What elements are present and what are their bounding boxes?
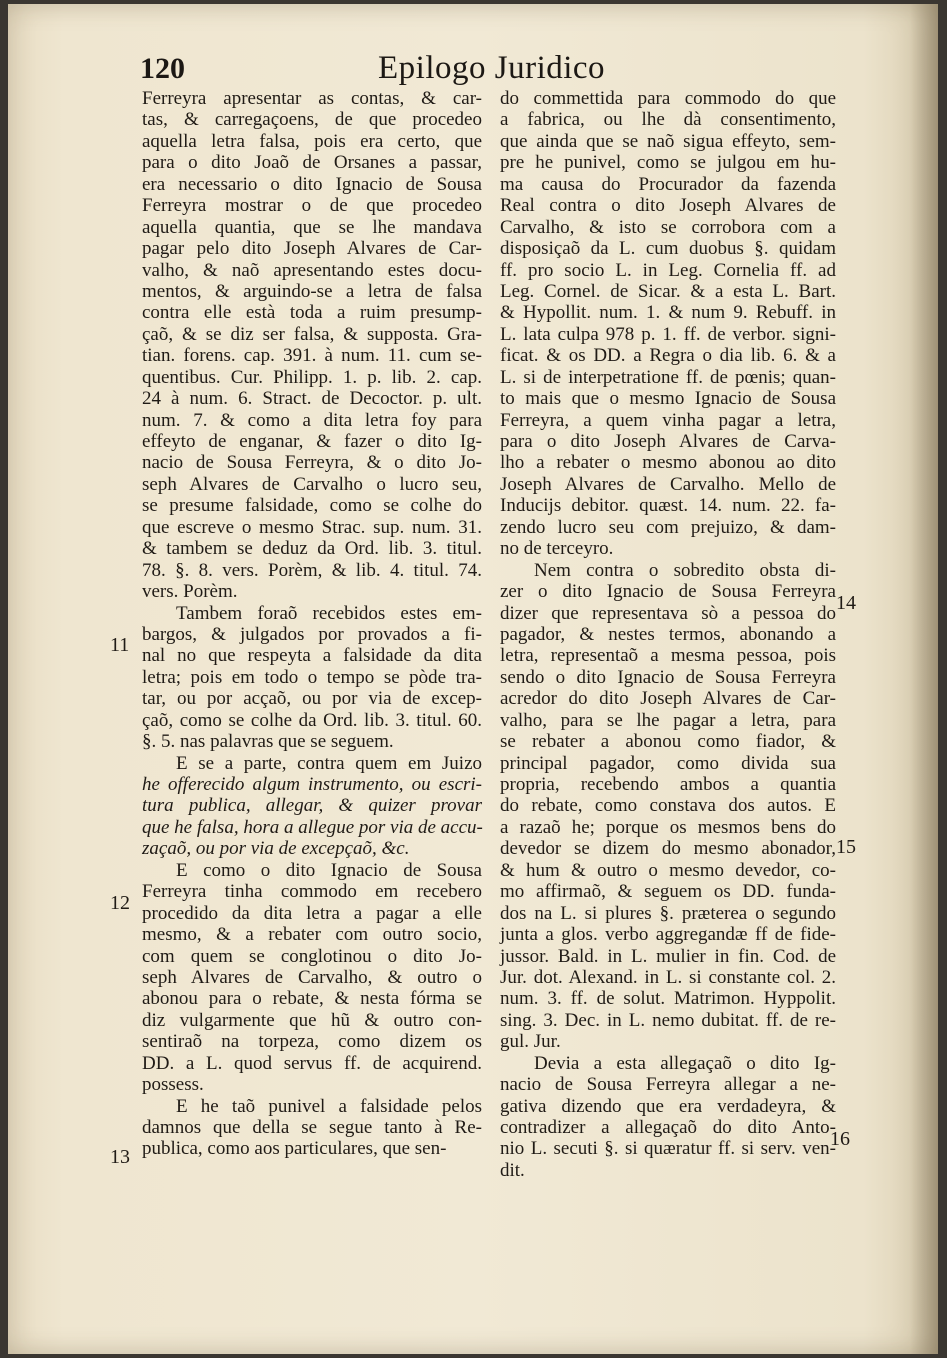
text-line: he offerecido algum instrumento, ou escri- [142, 774, 482, 795]
text-line: gul. Jur. [500, 1031, 561, 1053]
text-line: devedor se dizem do mesmo abonador, [500, 838, 836, 860]
text-line: propria, recebendo ambos a quantia [500, 774, 836, 795]
text-line: Ferreyra mostrar o de que procedeo [142, 195, 482, 217]
text-line: tas, & carregaçoens, de que procedeo [142, 109, 482, 131]
text-line: E se a parte, contra quem em Juizo [176, 752, 482, 774]
text-line: era necessario o dito Ignacio de Sousa [142, 173, 482, 195]
text-line: acredor do dito Joseph Alvares de Car- [500, 688, 836, 710]
text-line: Real contra o dito Joseph Alvares de [500, 195, 836, 217]
text-line: a razaõ he; porque os mesmos bens do [500, 816, 836, 838]
text-line: DD. a L. quod servus ff. de acquirend. [142, 1052, 482, 1074]
text-line: nio L. secuti §. si quæratur ff. si serv. ven- [500, 1138, 836, 1160]
text-line: procedido da dita letra a pagar a elle [142, 902, 482, 924]
text-line: Ferreyra tinha commodo em recebero [142, 881, 482, 903]
text-line: aquella letra falsa, pois era certo, que [142, 130, 482, 152]
text-line: diz vulgarmente que hũ & outro con- [142, 1009, 482, 1031]
text-line: valho, & naõ apresentando estes docu- [142, 259, 482, 281]
text-line: ficat. & os DD. a Regra o dia lib. 6. & a [500, 345, 836, 367]
text-line: contradizer a allegaçaõ do dito Anto- [500, 1117, 836, 1138]
text-line: pagar pelo dito Joseph Alvares de Car- [142, 238, 482, 260]
text-line: letra; pois em todo o tempo se pòde tra- [142, 666, 482, 688]
text-line: para o dito Joseph Alvares de Carva- [500, 431, 836, 452]
text-line: zendo lucro seu com prejuizo, & dam- [500, 516, 836, 538]
text-line: 78. §. 8. vers. Porèm, & lib. 4. titul. 74. [142, 559, 482, 581]
text-line: jussor. Bald. in L. mulier in fin. Cod. de [500, 945, 836, 967]
text-line: Nem contra o sobredito obsta di- [534, 559, 836, 581]
text-line: pagador, & nestes termos, abonando a [500, 623, 836, 645]
text-line: bargos, & julgados por provados a fi- [142, 623, 482, 645]
text-line: sentiraõ na torpeza, como dizem os [142, 1031, 482, 1053]
text-line: publica, como aos particulares, que sen- [142, 1138, 447, 1160]
text-line: se presume falsidade, como se colhe do [142, 495, 482, 517]
paragraph-number: 13 [110, 1146, 130, 1168]
text-line: aquella quantia, que se lhe mandava [142, 216, 482, 238]
text-line: tar, ou por acçaõ, ou por via de excep- [142, 688, 482, 710]
text-line: vers. Porèm. [142, 581, 238, 603]
text-line: & tambem se deduz da Ord. lib. 3. titul. [142, 538, 482, 560]
text-line: Jur. dot. Alexand. in L. si constante col. 2. [500, 966, 836, 988]
text-line: com quem se conglotinou o dito Jo- [142, 945, 482, 967]
text-line: quentibus. Cur. Philipp. 1. p. lib. 2. cap. [142, 366, 482, 388]
paragraph-number: 12 [110, 892, 130, 914]
text-line: Joseph Alvares de Carvalho. Mello de [500, 473, 836, 495]
text-line: to mais que o mesmo Ignacio de Sousa [500, 388, 836, 410]
text-line: valho, para se lhe pagar a letra, para [500, 709, 836, 731]
text-line: disposiçaõ da L. cum duobus §. quidam [500, 238, 836, 260]
paragraph-number: 15 [836, 836, 856, 858]
text-line: dizer que representava sò a pessoa do [500, 602, 836, 624]
text-line: sing. 3. Dec. in L. nemo dubitat. ff. de re- [500, 1009, 836, 1031]
paragraph-number: 16 [830, 1128, 850, 1150]
text-line: tura publica, allegar, & quizer provar [142, 795, 482, 817]
text-line: damnos que della se segue tanto à Re- [142, 1117, 482, 1138]
text-line: lho a rebater o mesmo abonou ao dito [500, 452, 836, 474]
page-header [140, 52, 610, 92]
text-line: tian. forens. cap. 391. à num. 11. cum se- [142, 345, 482, 367]
page-edge-shadow [910, 4, 938, 1354]
text-line: abonou para o rebate, & nesta fórma se [142, 988, 482, 1010]
text-line: do rebate, como constava dos autos. E [500, 795, 836, 817]
text-line: Ferreyra, a quem vinha pagar a letra, [500, 409, 836, 431]
text-line: ma causa do Procurador da fazenda [500, 173, 836, 195]
left-text-column [142, 88, 482, 1160]
right-text-column [500, 88, 836, 1181]
text-line: seph Alvares de Carvalho, & outro o [142, 966, 482, 988]
text-line: mesmo, & a rebater com outro socio, [142, 924, 482, 946]
page-number: 120 [140, 52, 185, 85]
text-line: do commettida para commodo do que [500, 88, 836, 109]
text-line: letra, representaõ a mesma pessoa, pois [500, 645, 836, 667]
text-line: effeyto de enganar, & fazer o dito Ig- [142, 431, 482, 452]
text-line: Leg. Cornel. de Sicar. & a esta L. Bart. [500, 280, 836, 302]
text-line: a fabrica, ou lhe dà consentimento, [500, 109, 836, 131]
text-line: zaçaõ, ou por via de excepçaõ, &c. [142, 838, 410, 860]
paragraph-number: 11 [110, 634, 130, 656]
text-line: que he falsa, hora a allegue por via de accu- [142, 816, 483, 838]
text-line: mo affirmaõ, & seguem os DD. funda- [500, 881, 836, 903]
text-line: possess. [142, 1074, 204, 1096]
text-line: pre he punivel, como se julgou em hu- [500, 152, 836, 174]
text-line: E como o dito Ignacio de Sousa [176, 859, 482, 881]
text-line: nal no que respeyta a falsidade da dita [142, 645, 482, 667]
text-line: que ainda que se naõ sigua effeyto, sem- [500, 130, 836, 152]
text-line: ff. pro socio L. in Leg. Cornelia ff. ad [500, 259, 836, 281]
text-line: dit. [500, 1159, 525, 1181]
text-line: Ferreyra apresentar as contas, & car- [142, 88, 482, 109]
text-line: no de terceyro. [500, 538, 614, 560]
text-line: 24 à num. 6. Stract. de Decoctor. p. ult. [142, 388, 482, 410]
text-line: junta a glos. verbo aggregandæ ff de fide- [500, 924, 836, 946]
text-line: dos na L. si plures §. præterea o segundo [500, 902, 836, 924]
paragraph-number: 14 [836, 592, 856, 614]
running-title: Epilogo Juridico [378, 50, 606, 86]
text-line: que escreve o mesmo Strac. sup. num. 31. [142, 516, 482, 538]
text-line: zer o dito Ignacio de Sousa Ferreyra [500, 581, 836, 603]
text-line: num. 3. ff. de solut. Matrimon. Hyppolit. [500, 988, 836, 1010]
text-line: seph Alvares de Carvalho o lucro seu, [142, 473, 482, 495]
text-line: §. 5. nas palavras que se seguem. [142, 731, 394, 753]
text-line: nacio de Sousa Ferreyra allegar a ne- [500, 1074, 836, 1096]
text-line: gativa dizendo que era verdadeyra, & [500, 1095, 836, 1117]
text-line: & hum & outro o mesmo devedor, co- [500, 859, 836, 881]
text-line: Carvalho, & isto se corrobora com a [500, 216, 836, 238]
text-line: mentos, & arguindo-se a letra de falsa [142, 280, 482, 302]
text-line: & Hypollit. num. 1. & num 9. Rebuff. in [500, 302, 836, 324]
text-line: L. si de interpetratione ff. de pœnis; quan- [500, 366, 836, 388]
text-line: contra elle està toda a ruim presump- [142, 302, 482, 324]
text-line: se rebater a abonou como fiador, & [500, 731, 836, 753]
text-line: principal pagador, como divida sua [500, 752, 836, 774]
text-line: para o dito Joaõ de Orsanes a passar, [142, 152, 482, 174]
text-line: Inducijs debitor. quæst. 14. num. 22. fa- [500, 495, 836, 517]
text-line: çaõ, & se diz ser falsa, & supposta. Gra- [142, 323, 482, 345]
text-line: E he taõ punivel a falsidade pelos [176, 1095, 482, 1117]
text-line: L. lata culpa 978 p. 1. ff. de verbor. signi- [500, 323, 836, 345]
text-line: Tambem foraõ recebidos estes em- [176, 602, 482, 624]
text-line: çaõ, como se colhe da Ord. lib. 3. titul. 60. [142, 709, 482, 731]
text-line: Devia a esta allegaçaõ o dito Ig- [534, 1052, 836, 1074]
text-line: nacio de Sousa Ferreyra, & o dito Jo- [142, 452, 482, 474]
text-line: sendo o dito Ignacio de Sousa Ferreyra [500, 666, 836, 688]
text-line: num. 7. & como a dita letra foy para [142, 409, 482, 431]
